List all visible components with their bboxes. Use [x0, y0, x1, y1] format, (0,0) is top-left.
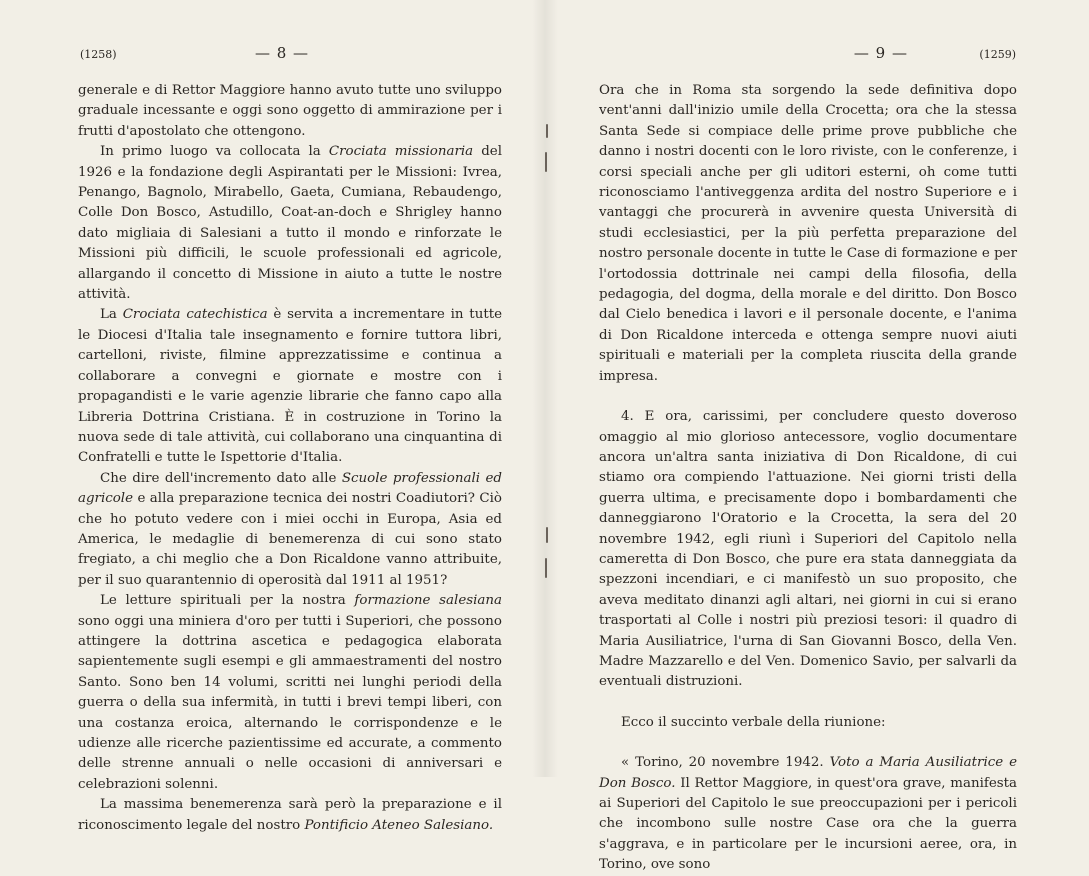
right-page-header [600, 44, 1016, 70]
italic-text: formazione salesiana [354, 593, 502, 609]
left-page [0, 0, 545, 833]
right-page-body [599, 81, 1017, 876]
paragraph [78, 591, 502, 795]
text-segment: Il Rettor Maggiore, in quest'ora grave, manifesta ai Superiori del Capitolo le sue preoccupazioni per i pericoli che incombono sulle nostre Case ora che la guerra s'aggrava, e in particolare per le incursioni aeree, ora, in Torino, ove sono [599, 775, 1017, 873]
paragraph [78, 795, 502, 836]
text-segment: 4. E ora, carissimi, per concludere questo doveroso omaggio al mio glorioso antecessore, voglio documentare ancora un'altra santa iniziativa di Don Ricaldone, di cui stiamo ora compiendo l'attuazione. Nei giorni tristi della guerra ultima, e precisamente dopo i bombardamenti che danneggiarono l'Oratorio e la Crocetta, la sera del 20 novembre 1942, egli riunì i Superiori del Capitolo nella cameretta di Don Bosco, che pure era stata danneggiata da spezzoni incendiari, e ci manifestò un suo proposito, che aveva meditato dinanzi agli altari, nei giorni in cui si erano trasportati al Colle i nostri più preziosi tesori: il quadro di Maria Ausiliatrice, l'urna di San Giovanni Bosco, della Ven. Madre Mazzarello e del Ven. Domenico Savio, per salvarli da eventuali distruzioni. [599, 409, 1017, 690]
paragraph [78, 469, 502, 591]
text-segment: Ecco il succinto verbale della riunione: [621, 714, 886, 730]
paragraph [599, 81, 1017, 387]
italic-text: Crociata missionaria [328, 144, 474, 160]
binding-mark [545, 558, 547, 578]
italic-text: Crociata catechistica [122, 307, 268, 323]
paragraph [599, 713, 1017, 733]
left-page-header [80, 44, 500, 70]
text-segment: La [100, 307, 123, 323]
binding-mark [546, 527, 548, 543]
right-page-number: — 9 — [853, 44, 908, 62]
italic-text: Voto a Maria Ausiliatrice e Don Bosco. [599, 755, 1017, 791]
paragraph [78, 142, 502, 305]
text-segment: Le letture spirituali per la nostra [100, 593, 355, 609]
left-page-body [78, 81, 502, 836]
paragraph [78, 305, 502, 468]
italic-text: Pontificio Ateneo Salesiano. [304, 817, 494, 833]
text-segment: In primo luogo va collocata la [100, 144, 329, 160]
right-page-code: (1259) [979, 48, 1016, 61]
text-segment: Che dire dell'incremento dato alle [100, 470, 342, 486]
paragraph [78, 81, 502, 142]
text-segment: e alla preparazione tecnica dei nostri Coadiutori? Ciò che ho potuto vedere con i miei occhi in Europa, Asia ed America, le medaglie di benemerenza di cui sono stato fregiato, a chi meglio che a Don Ricaldone vanno attribuite, per il suo quarantennio di operosità dal 1911 al 1951? [78, 491, 502, 588]
text-segment: La massima benemerenza sarà però la preparazione e il riconoscimento legale del nostro [78, 797, 502, 833]
text-segment: sono oggi una miniera d'oro per tutti i Superiori, che possono attingere la dottrina ascetica e pedagogica elaborata sapientemente sugli esempi e gli ammaestramenti del nostro Santo. Sono ben 14 volumi, scritti nei lunghi periodi della guerra o della sua infermità, in tutti i brevi tempi liberi, con una costanza eroica, alternando le corrispondenze e le udienze alle ricerche pazientissime ed accurate, a commento delle strenne annuali o nelle occasioni di anniversari e celebrazioni solenni. [78, 613, 502, 792]
text-segment: è servita a incrementare in tutte le Diocesi d'Italia tale insegnamento e fornire tuttora libri, cartelloni, riviste, filmine apprezzatissime e continua a collaborare a convegni e giornate e mostre con i propagandisti e le varie agenzie librarie che fanno capo alla Libreria Dottrina Cristiana. È in costruzione in Torino la nuova sede di tale attività, cui collaborano una cinquantina di Confratelli e tutte le Ispettorie d'Italia. [78, 307, 503, 466]
left-page-number: — 8 — [254, 44, 310, 62]
paragraph [599, 407, 1017, 693]
text-segment: generale e di Rettor Maggiore hanno avuto tutte uno sviluppo graduale incessante e oggi sono oggetto di ammirazione per i frutti d'apostolato che ottengono. [78, 83, 502, 139]
binding-mark [546, 124, 548, 138]
italic-text: Scuole professionali ed agricole [78, 470, 502, 507]
text-segment: Ora che in Roma sta sorgendo la sede definitiva dopo vent'anni dall'inizio umile della Crocetta; ora che la stessa Santa Sede si compiace delle prime prove pubbliche che danno i nostri docenti con le loro riviste, con le conferenze, i corsi speciali anche per gli uditori esterni, oh come tutti riconosciamo l'antiveggenza ardita del nostro Superiore e i vantaggi che procurerà in avvenire questa Università di studi ecclesiastici, per la più perfetta preparazione del nostro personale docente in tutte le Case di formazione e per l'ortodossia dottrinale nei campi della filosofia, della pedagogia, del dogma, della morale e del diritto. Don Bosco dal Cielo benedica i lavori e il personale docente, e l'anima di Don Ricaldone interceda e ottenga sempre nuovi aiuti spirituali e materiali per la completa riuscita della grande impresa. [599, 83, 1017, 384]
text-segment: del 1926 e la fondazione degli Aspirantati per le Missioni: Ivrea, Penango, Bagnolo, Mirabello, Gaeta, Cumiana, Rebaudengo, Colle Don Bosco, Astudillo, Coat-an-doch e Shrigley hanno dato migliaia di Salesiani a tutto il mondo e rinforzate le Missioni più difficili, le scuole professionali ed agricole, allargando il concetto di Missione in aiuto a tutte le nostre attività. [78, 144, 502, 303]
paragraph [599, 753, 1017, 875]
binding-mark [545, 152, 547, 172]
left-page-code: (1258) [80, 48, 117, 61]
right-page [545, 0, 1089, 873]
text-segment: « Torino, 20 novembre 1942. [621, 755, 830, 771]
